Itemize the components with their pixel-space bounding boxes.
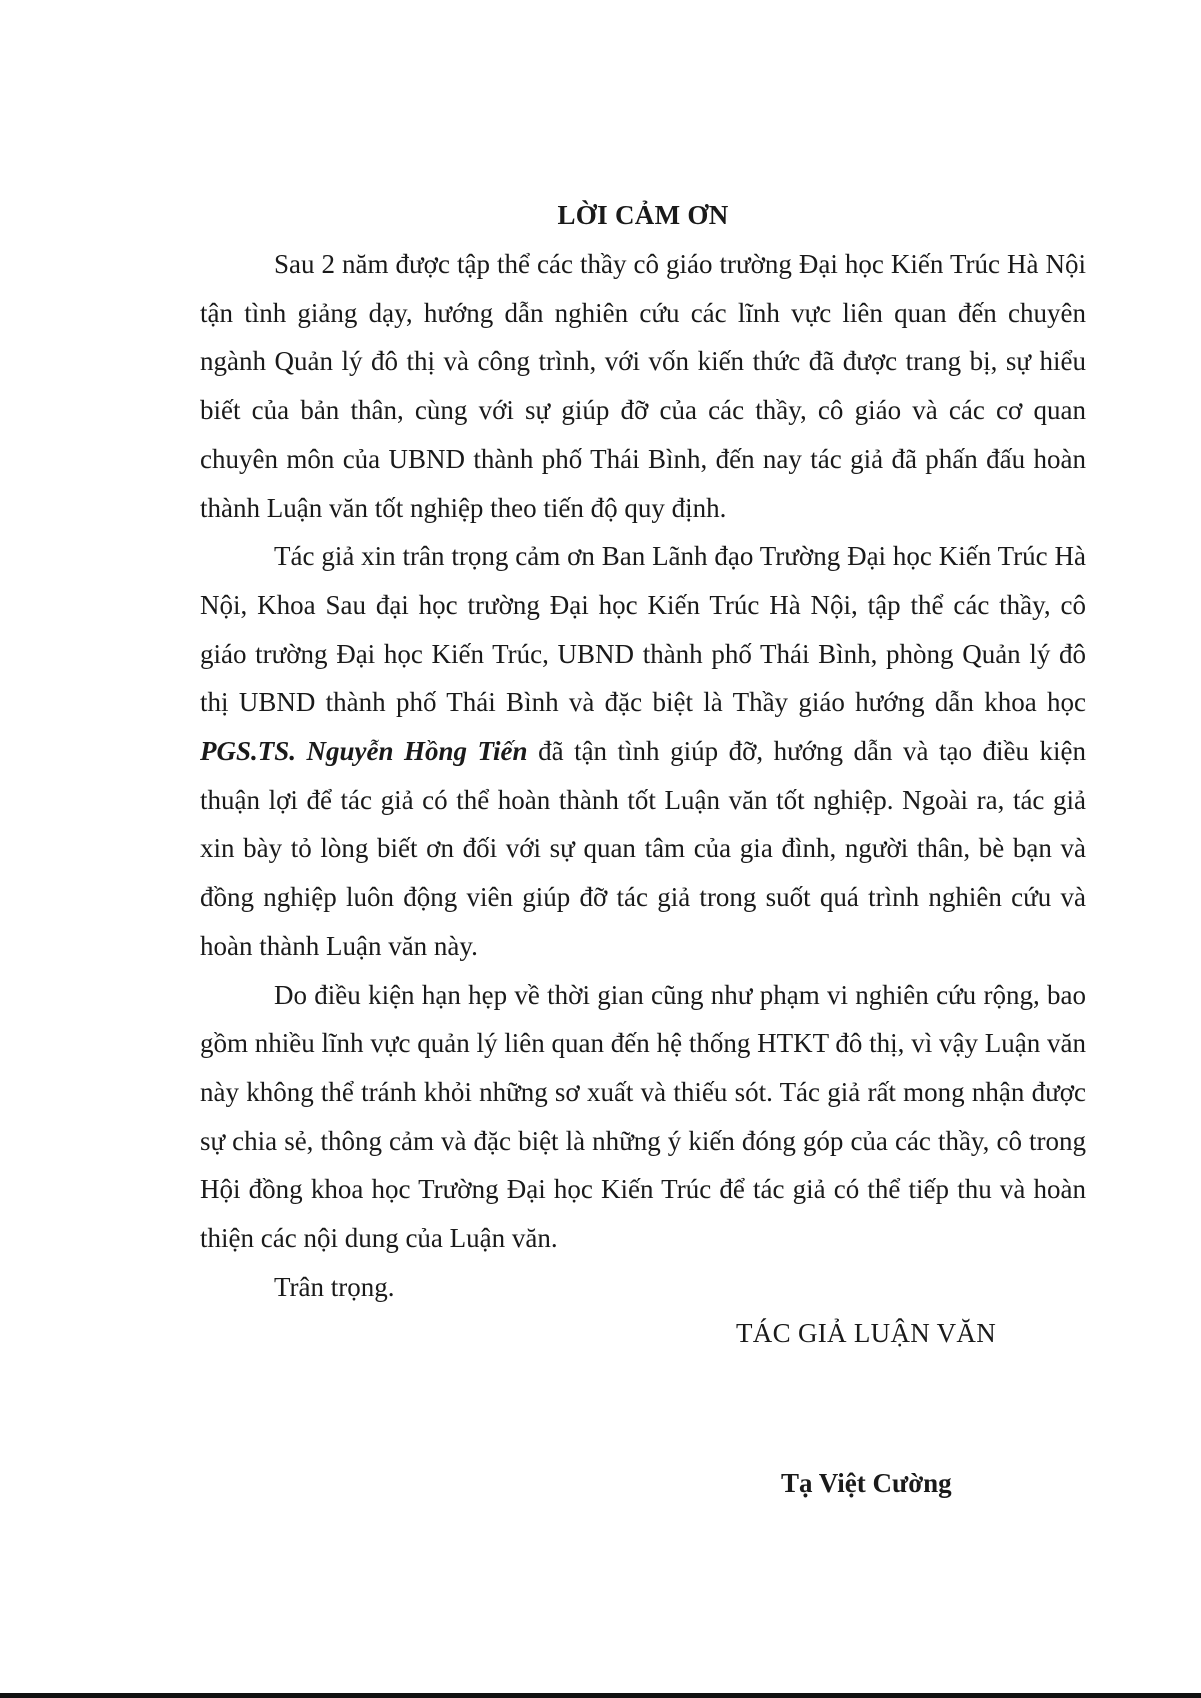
paragraph-thanks-before: Tác giả xin trân trọng cảm ơn Ban Lãnh đạo Trường Đại học Kiến Trúc Hà Nội, Khoa Sau đại học trường Đại học Kiến Trúc Hà Nội, tập thể các thầy, cô giáo trường Đại học Kiến Trúc, UBND thành phố Thái Bình, phòng Quản lý đô thị UBND thành phố Thái Bình và đặc biệt là Thầy giáo hướng dẫn khoa học (200, 541, 1086, 718)
author-name: Tạ Việt Cường (781, 1468, 952, 1498)
author-label: TÁC GIẢ LUẬN VĂN (736, 1318, 997, 1348)
paragraph-intro: Sau 2 năm được tập thể các thầy cô giáo trường Đại học Kiến Trúc Hà Nội tận tình giảng dạy, hướng dẫn nghiên cứu các lĩnh vực liên quan đến chuyên ngành Quản lý đô thị và công trình, với vốn kiến thức đã được trang bị, sự hiểu biết của bản thân, cùng với sự giúp đỡ của các thầy, cô giáo và các cơ quan chuyên môn của UBND thành phố Thái Bình, đến nay tác giả đã phấn đấu hoàn thành Luận văn tốt nghiệp theo tiến độ quy định. (200, 249, 1086, 523)
closing-text: Trân trọng. (274, 1271, 395, 1302)
paragraph-thanks-after: đã tận tình giúp đỡ, hướng dẫn và tạo điều kiện thuận lợi để tác giả có thể hoàn thành tốt Luận văn tốt nghiệp. Ngoài ra, tác giả xin bày tỏ lòng biết ơn đối với sự quan tâm của gia đình, người thân, bè bạn và đồng nghiệp luôn động viên giúp đỡ tác giả trong suốt quá trình nghiên cứu và hoàn thành Luận văn này. (200, 736, 1086, 961)
document-body (200, 195, 1086, 1311)
page-bottom-border (0, 1693, 1201, 1698)
page-title: LỜI CẢM ƠN (557, 200, 729, 230)
paragraph-limitations: Do điều kiện hạn hẹp về thời gian cũng như phạm vi nghiên cứu rộng, bao gồm nhiều lĩnh vực quản lý liên quan đến hệ thống HTKT đô thị, vì vậy Luận văn này không thể tránh khỏi những sơ xuất và thiếu sót. Tác giả rất mong nhận được sự chia sẻ, thông cảm và đặc biệt là những ý kiến đóng góp của các thầy, cô trong Hội đồng khoa học Trường Đại học Kiến Trúc để tác giả có thể tiếp thu và hoàn thiện các nội dung của Luận văn. (200, 979, 1086, 1254)
paragraph-thanks (200, 532, 1086, 970)
advisor-name: PGS.TS. Nguyễn Hồng Tiến (200, 736, 528, 767)
